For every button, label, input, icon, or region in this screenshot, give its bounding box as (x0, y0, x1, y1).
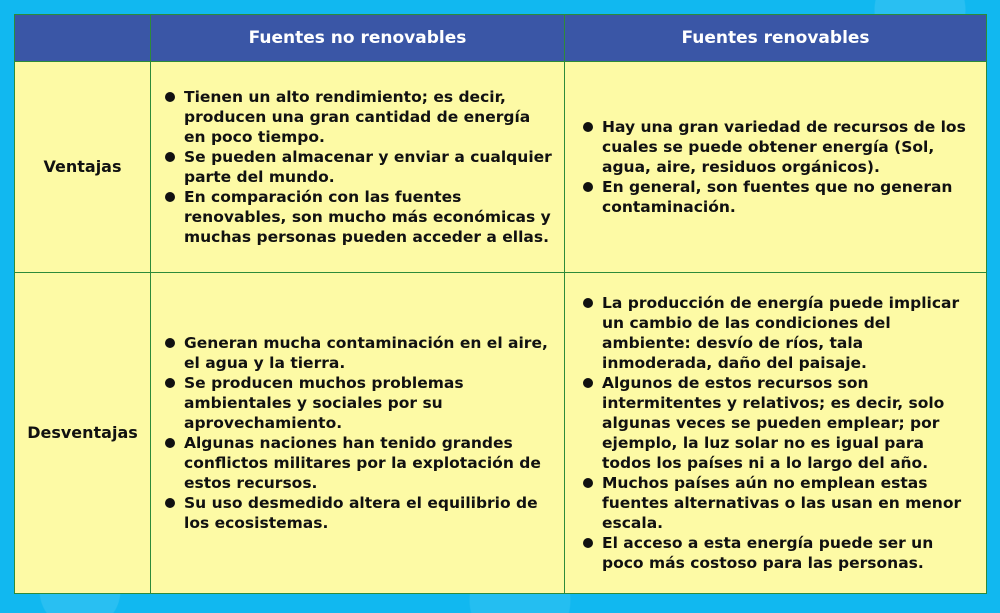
bullet-text: La producción de energía puede implicar un cambio de las condiciones del ambiente: desvío de ríos, tala inmoderada, daño del paisaje. (602, 294, 960, 372)
bullet-text: Se producen muchos problemas ambientales y sociales por su aprovechamiento. (184, 374, 464, 432)
comparison-table (14, 14, 987, 594)
cell-disadvantages-renewable (565, 273, 987, 594)
bullet-list (151, 87, 564, 247)
row-advantages (15, 62, 987, 273)
bullet-list (565, 293, 986, 573)
row-label-disadvantages: Desventajas (15, 273, 151, 594)
cell-disadvantages-non-renewable (151, 273, 565, 594)
bullet-dot-icon (165, 152, 175, 162)
header-renewable: Fuentes renovables (565, 15, 987, 62)
bullet-item (583, 473, 978, 533)
bullet-text: El acceso a esta energía puede ser un poco más costoso para las personas. (602, 534, 934, 572)
bullet-item (583, 533, 978, 573)
bullet-item (583, 373, 978, 473)
bullet-dot-icon (583, 122, 593, 132)
bullet-dot-icon (583, 378, 593, 388)
bullet-dot-icon (165, 498, 175, 508)
bullet-item (583, 177, 978, 217)
bullet-dot-icon (583, 478, 593, 488)
bullet-dot-icon (165, 438, 175, 448)
bullet-dot-icon (165, 192, 175, 202)
bullet-item (165, 493, 556, 533)
bullet-text: Se pueden almacenar y enviar a cualquier parte del mundo. (184, 148, 552, 186)
bullet-item (165, 333, 556, 373)
bullet-dot-icon (165, 92, 175, 102)
bullet-dot-icon (583, 298, 593, 308)
bullet-dot-icon (165, 338, 175, 348)
row-disadvantages (15, 273, 987, 594)
row-label-advantages: Ventajas (15, 62, 151, 273)
bullet-dot-icon (165, 378, 175, 388)
bullet-item (583, 117, 978, 177)
bullet-item (583, 293, 978, 373)
bullet-text: En comparación con las fuentes renovables, son mucho más económicas y muchas personas pueden acceder a ellas. (184, 188, 551, 246)
bullet-list (151, 333, 564, 533)
bullet-text: Tienen un alto rendimiento; es decir, producen una gran cantidad de energía en poco tiempo. (184, 88, 531, 146)
header-corner (15, 15, 151, 62)
header-non-renewable: Fuentes no renovables (151, 15, 565, 62)
bullet-item (165, 87, 556, 147)
bullet-dot-icon (583, 182, 593, 192)
bullet-text: Generan mucha contaminación en el aire, el agua y la tierra. (184, 334, 548, 372)
bullet-text: Muchos países aún no emplean estas fuentes alternativas o las usan en menor escala. (602, 474, 962, 532)
bullet-text: Algunas naciones han tenido grandes conflictos militares por la explotación de estos recursos. (184, 434, 541, 492)
bullet-dot-icon (583, 538, 593, 548)
bullet-text: Hay una gran variedad de recursos de los cuales se puede obtener energía (Sol, agua, aire, residuos orgánicos). (602, 118, 966, 176)
bullet-list (565, 117, 986, 217)
bullet-item (165, 433, 556, 493)
header-row (15, 15, 987, 62)
bullet-item (165, 373, 556, 433)
bullet-text: Algunos de estos recursos son intermitentes y relativos; es decir, solo algunas veces se pueden emplear; por ejemplo, la luz solar no es igual para todos los países ni a lo largo del año. (602, 374, 945, 472)
bullet-text: En general, son fuentes que no generan contaminación. (602, 178, 953, 216)
bullet-item (165, 187, 556, 247)
cell-advantages-non-renewable (151, 62, 565, 273)
bullet-item (165, 147, 556, 187)
bullet-text: Su uso desmedido altera el equilibrio de los ecosistemas. (184, 494, 538, 532)
cell-advantages-renewable (565, 62, 987, 273)
